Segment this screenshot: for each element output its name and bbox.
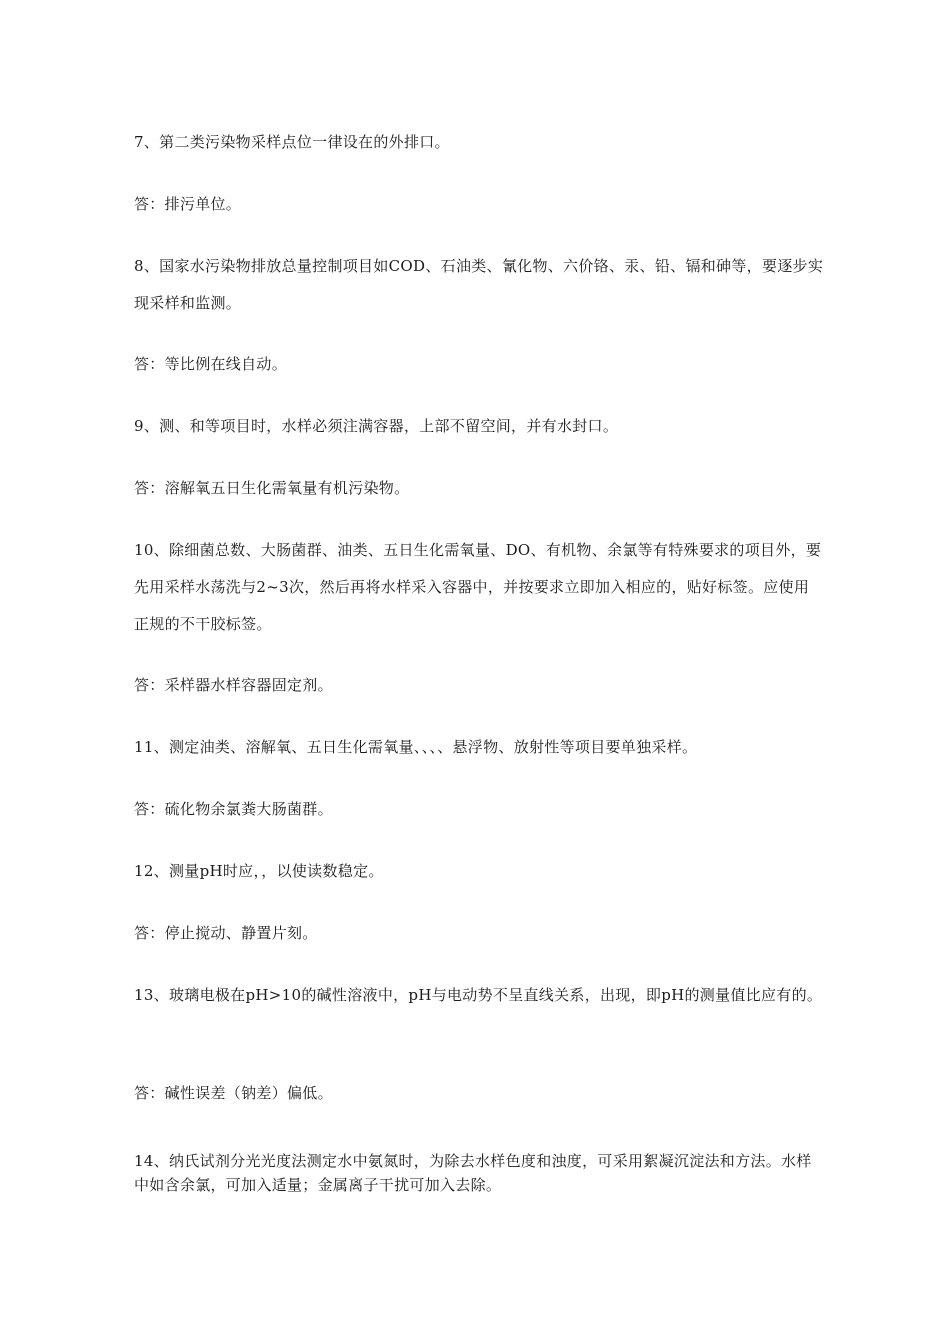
answer-13: 答：碱性误差（钠差）偏低。: [134, 1084, 333, 1102]
answer-11: 答：硫化物余氯粪大肠菌群。: [134, 800, 333, 818]
answer-12: 答：停止搅动、静置片刻。: [134, 924, 318, 942]
question-10: 10、除细菌总数、大肠菌群、油类、五日生化需氧量、DO、有机物、余氯等有特殊要求的项目外，要先用采样水荡洗与2~3次，然后再将水样采入容器中，并按要求立即加入相应的，贴好标签。应使用正规的不干胶标签。: [134, 541, 822, 633]
question-12: 12、测量pH时应，，以使读数稳定。: [134, 862, 384, 880]
question-14: 14、纳氏试剂分光光度法测定水中氨氮时，为除去水样色度和浊度，可采用絮凝沉淀法和方法。水样中如含余氯，可加入适量；金属离子干扰可加入去除。: [134, 1152, 812, 1194]
question-13: 13、玻璃电极在pH>10的碱性溶液中，pH与电动势不呈直线关系，出现，即pH的测量值比应有的。: [134, 986, 823, 1004]
answer-9: 答：溶解氧五日生化需氧量有机污染物。: [134, 479, 410, 497]
question-9: 9、测、和等项目时，水样必须注满容器，上部不留空间，并有水封口。: [134, 417, 619, 435]
question-11: 11、测定油类、溶解氧、五日生化需氧量、、、、悬浮物、放射性等项目要单独采样。: [134, 738, 698, 756]
answer-10: 答：采样器水样容器固定剂。: [134, 676, 333, 694]
question-8: 8、国家水污染物排放总量控制项目如COD、石油类、氰化物、六价铬、汞、铅、镉和砷等，要逐步实现采样和监测。: [134, 257, 824, 312]
question-7: 7、第二类污染物采样点位一律设在的外排口。: [134, 133, 450, 151]
answer-7: 答：排污单位。: [134, 195, 242, 213]
answer-8: 答：等比例在线自动。: [134, 355, 288, 373]
